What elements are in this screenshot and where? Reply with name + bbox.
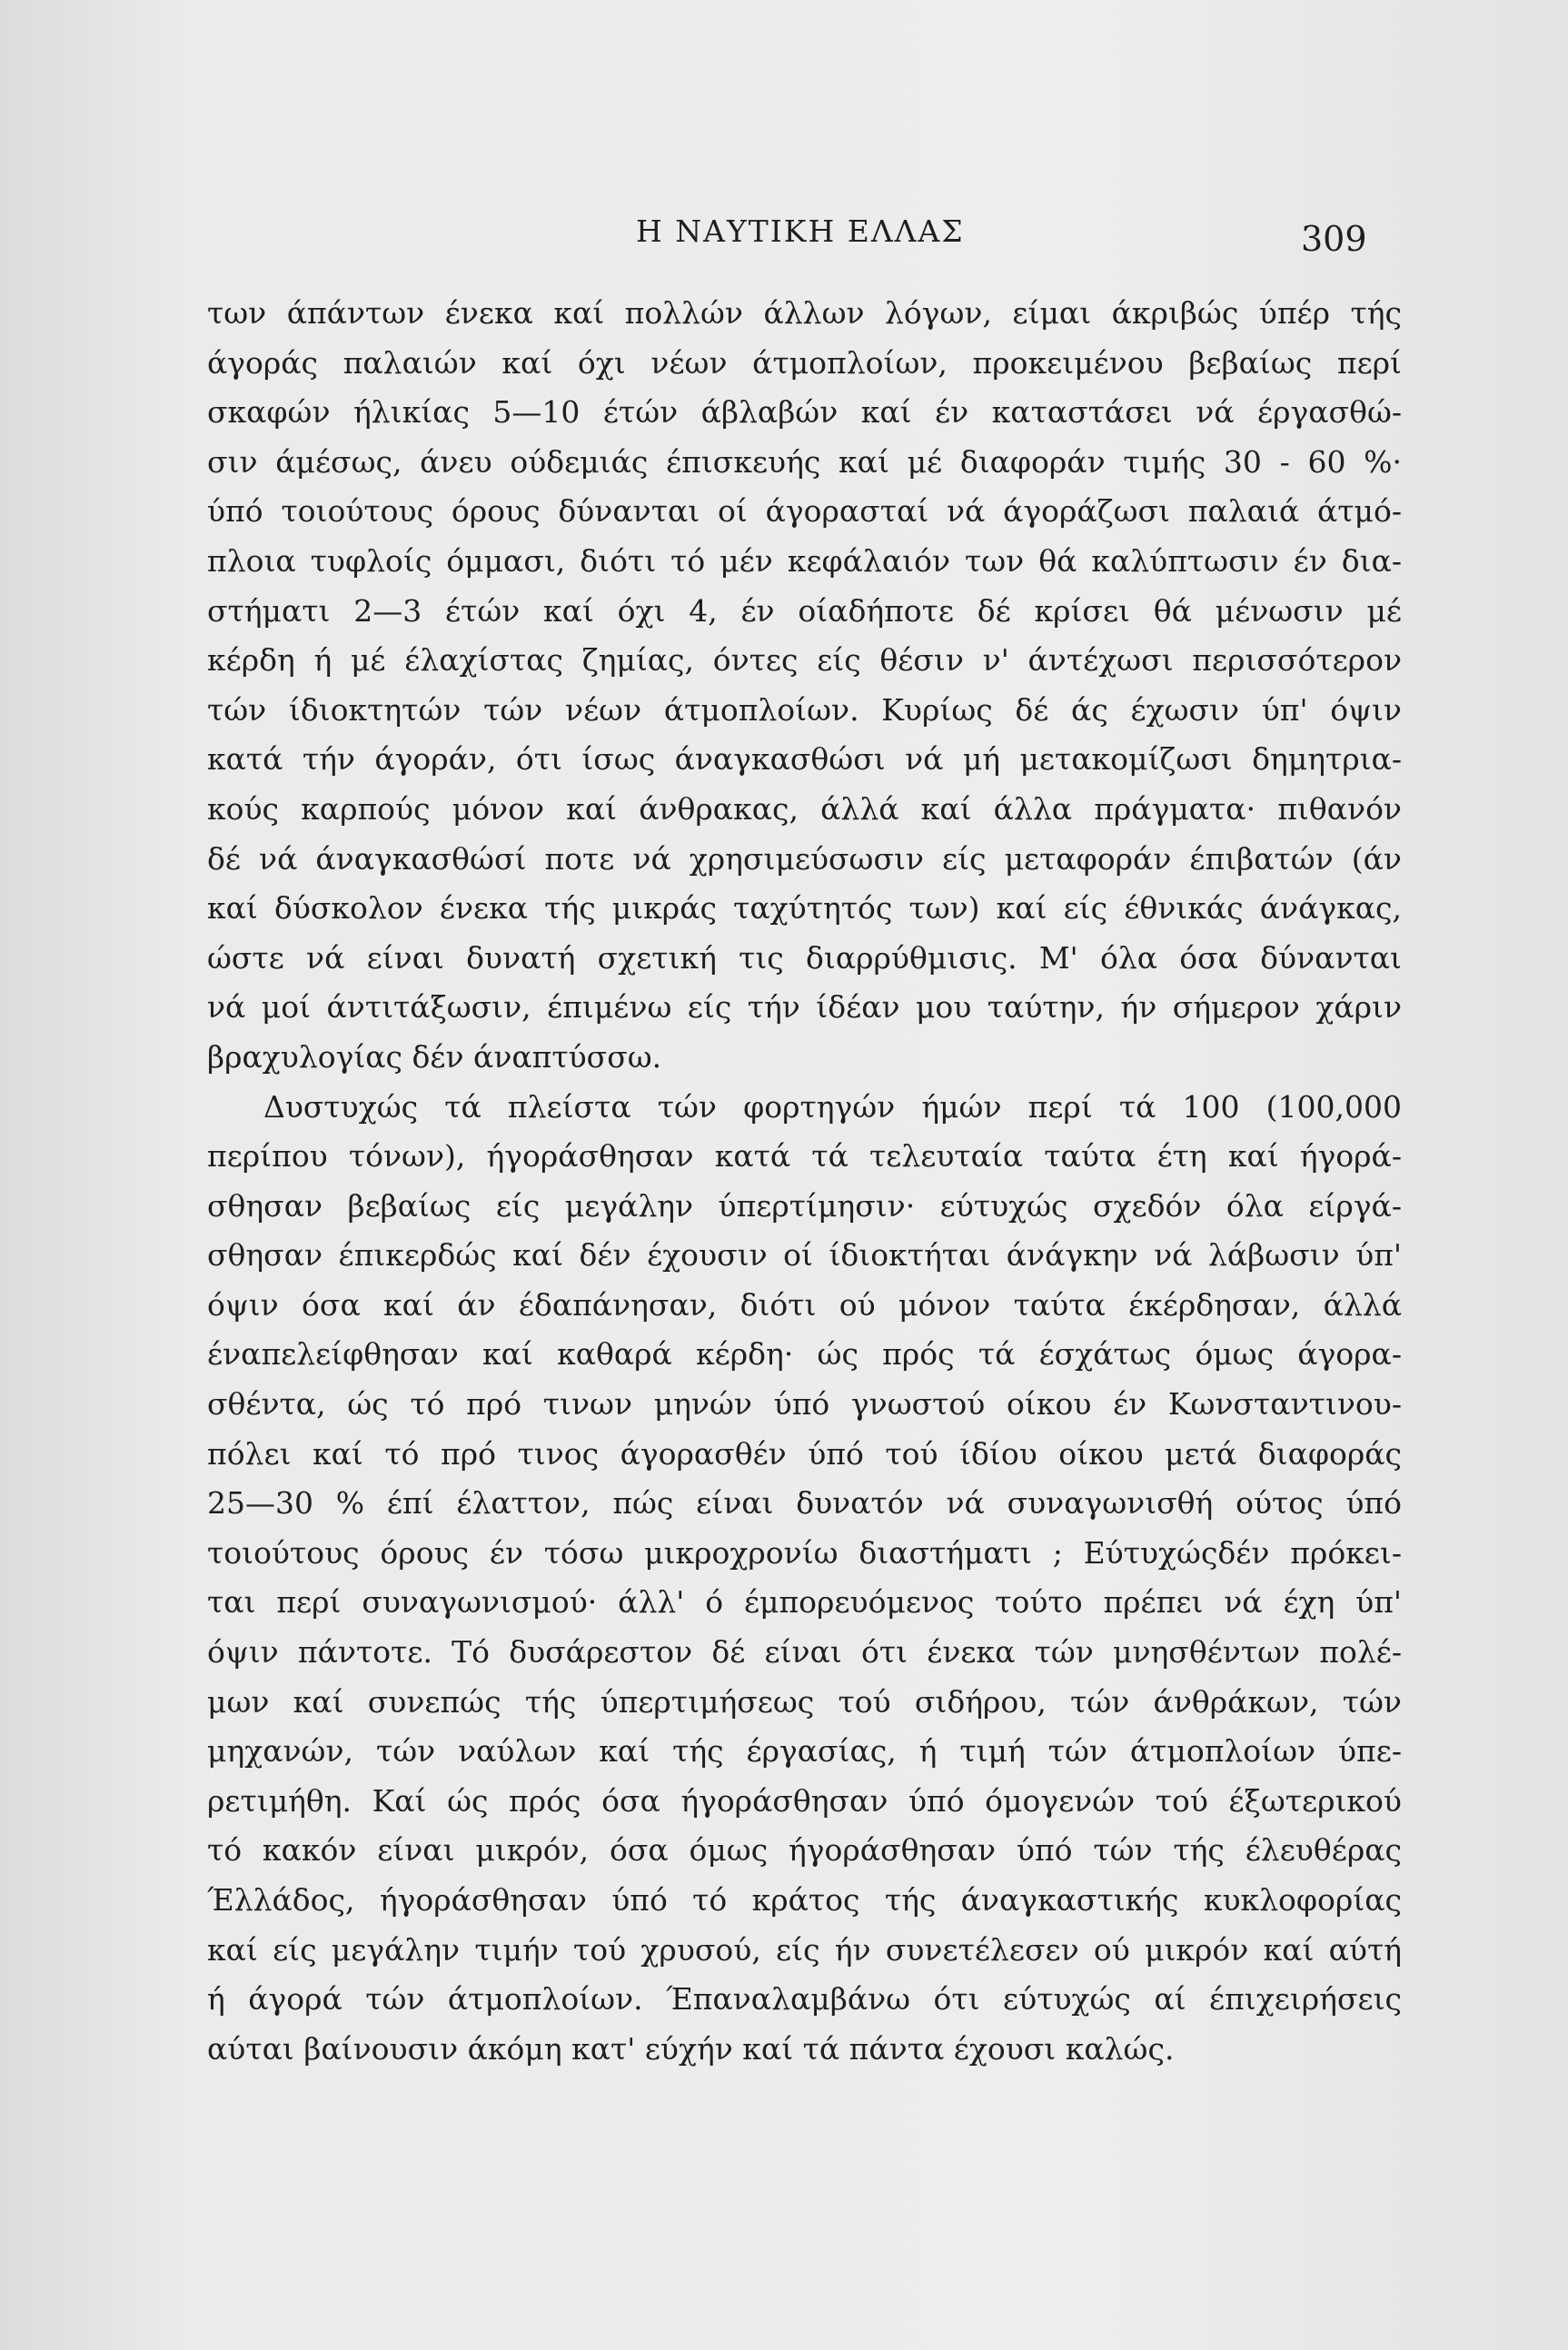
text-line: ή άγορά τών άτμοπλοίων. Έπαναλαμβάνω ότι εύτυχώς αί έπιχειρήσεις (207, 1981, 1402, 2018)
text-line: ται περί συναγωνισμού· άλλ' ό έμπορευόμενος τούτο πρέπει νά έχη ύπ' (207, 1584, 1402, 1621)
text-line: περίπου τόνων), ήγοράσθησαν κατά τά τελευταία ταύτα έτη καί ήγορά- (207, 1138, 1402, 1175)
text-line: βραχυλογίας δέν άναπτύσσω. (207, 1038, 662, 1075)
paragraph-1 (207, 289, 1402, 1083)
text-line: ώστε νά είναι δυνατή σχετική τις διαρρύθμισις. Μ' όλα όσα δύνανται (207, 939, 1402, 976)
text-line: νά μοί άντιτάξωσιν, έπιμένω είς τήν ίδέαν μου ταύτην, ήν σήμερον χάριν (207, 989, 1402, 1026)
page-number: 309 (1301, 219, 1367, 259)
text-line: άγοράς παλαιών καί όχι νέων άτμοπλοίων, προκειμένου βεβαίως περί (207, 344, 1402, 381)
text-line: κατά τήν άγοράν, ότι ίσως άναγκασθώσι νά μή μετακομίζωσι δημητρια- (207, 741, 1402, 778)
text-line: πλοια τυφλοίς όμμασι, διότι τό μέν κεφάλαιόν των θά καλύπτωσιν έν δια- (207, 542, 1402, 579)
text-line: αύται βαίνουσιν άκόμη κατ' εύχήν καί τά πάντα έχουσι καλώς. (207, 2030, 1175, 2067)
text-line: σιν άμέσως, άνευ ούδεμιάς έπισκευής καί μέ διαφοράν τιμής 30 - 60 %· (207, 443, 1402, 480)
text-line: σθησαν βεβαίως είς μεγάλην ύπερτίμησιν· εύτυχώς σχεδόν όλα είργά- (207, 1187, 1402, 1224)
text-line: τό κακόν είναι μικρόν, όσα όμως ήγοράσθησαν ύπό τών τής έλευθέρας (207, 1832, 1402, 1869)
text-line: καί δύσκολον ένεκα τής μικράς ταχύτητός των) καί είς έθνικάς άνάγκας, (207, 890, 1402, 927)
text-line: δέ νά άναγκασθώσί ποτε νά χρησιμεύσωσιν είς μεταφοράν έπιβατών (άν (207, 840, 1402, 877)
text-line: καί είς μεγάλην τιμήν τού χρυσού, είς ήν συνετέλεσεν ού μικρόν καί αύτή (207, 1931, 1402, 1968)
text-line: μων καί συνεπώς τής ύπερτιμήσεως τού σιδήρου, τών άνθράκων, τών (207, 1683, 1402, 1720)
text-line: όψιν όσα καί άν έδαπάνησαν, διότι ού μόνον ταύτα έκέρδησαν, άλλά (207, 1286, 1402, 1323)
body-text (207, 289, 1402, 2074)
text-line: σθησαν έπικερδώς καί δέν έχουσιν οί ίδιοκτήται άνάγκην νά λάβωσιν ύπ' (207, 1237, 1402, 1274)
text-line: σθέντα, ώς τό πρό τινων μηνών ύπό γνωστού οίκου έν Κωνσταντινου- (207, 1386, 1402, 1423)
text-line: στήματι 2—3 έτών καί όχι 4, έν οίαδήποτε δέ κρίσει θά μένωσιν μέ (207, 592, 1402, 629)
text-line: ρετιμήθη. Καί ώς πρός όσα ήγοράσθησαν ύπό όμογενών τού έξωτερικού (207, 1782, 1402, 1819)
text-line: μηχανών, τών ναύλων καί τής έργασίας, ή τιμή τών άτμοπλοίων ύπε- (207, 1733, 1402, 1770)
text-line: σκαφών ήλικίας 5—10 έτών άβλαβών καί έν καταστάσει νά έργασθώ- (207, 394, 1402, 431)
text-line: πόλει καί τό πρό τινος άγορασθέν ύπό τού ίδίου οίκου μετά διαφοράς (207, 1435, 1402, 1472)
text-line: τών ίδιοκτητών τών νέων άτμοπλοίων. Κυρίως δέ άς έχωσιν ύπ' όψιν (207, 691, 1402, 728)
text-line: κούς καρπούς μόνον καί άνθρακας, άλλά καί άλλα πράγματα· πιθανόν (207, 790, 1402, 827)
text-line: Δυστυχώς τά πλείστα τών φορτηγών ήμών περί τά 100 (100,000 (263, 1088, 1402, 1125)
text-line: ύπό τοιούτους όρους δύνανται οί άγορασταί νά άγοράζωσι παλαιά άτμό- (207, 493, 1402, 530)
text-line: των άπάντων ένεκα καί πολλών άλλων λόγων, είμαι άκριβώς ύπέρ τής (207, 295, 1402, 331)
running-head: Η ΝΑΥΤΙΚΗ ΕΛΛΑΣ (636, 213, 965, 249)
text-line: έναπελείφθησαν καί καθαρά κέρδη· ώς πρός τά έσχάτως όμως άγορα- (207, 1336, 1402, 1373)
text-line: 25—30 % έπί έλαττον, πώς είναι δυνατόν νά συναγωνισθή ούτος ύπό (207, 1485, 1402, 1522)
paragraph-2 (207, 1083, 1402, 2075)
page-header (0, 213, 1568, 268)
text-line: όψιν πάντοτε. Τό δυσάρεστον δέ είναι ότι ένεκα τών μνησθέντων πολέ- (207, 1634, 1402, 1671)
text-line: κέρδη ή μέ έλαχίστας ζημίας, όντες είς θέσιν ν' άντέχωσι περισσότερον (207, 642, 1402, 679)
text-line: Έλλάδος, ήγοράσθησαν ύπό τό κράτος τής άναγκαστικής κυκλοφορίας (207, 1882, 1402, 1918)
text-line: τοιούτους όρους έν τόσω μικροχρονίω διαστήματι ; Εύτυχώςδέν πρόκει- (207, 1534, 1402, 1571)
